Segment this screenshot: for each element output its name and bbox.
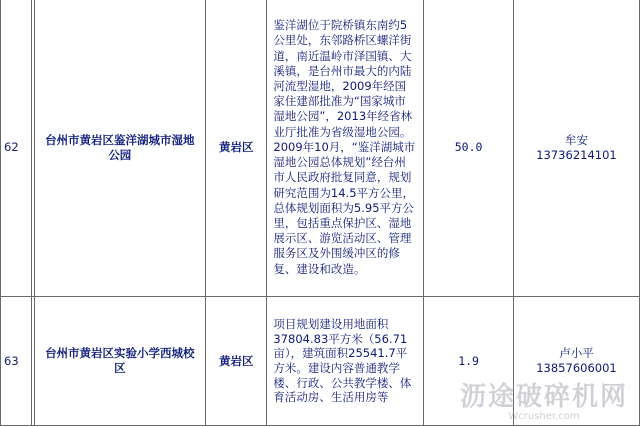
- watermark-title: 沥途破碎机网: [459, 382, 628, 412]
- contact-name: 牟安: [564, 132, 588, 147]
- project-area: 1.9: [424, 297, 514, 426]
- row-number: 63: [1, 297, 32, 426]
- district: 黄岩区: [206, 297, 267, 426]
- contact-cell: [513, 297, 639, 426]
- project-description: 项目规划建设用地面积37804.83平方米（56.71亩），建筑面积25541.7平方米。建设内容普通教学楼、行政、公共教学楼、体育活动房、生活用房等: [267, 297, 424, 426]
- project-description: 鉴洋湖位于院桥镇东南约5公里处，东邻路桥区螺洋街道，南近温岭市泽国镇、大溪镇，是台州市最大的内陆河流型湿地，2009年经国家住建部批准为“国家城市湿地公园”，2013年经省林业厅批准为省级湿地公园。2009年10月，“鉴洋湖城市湿地公园总体规划”经台州市人民政府批复同意，规划研究范围为14.5平方公里，总体规划面积为5.95平方公里，包括重点保护区、湿地展示区、游览活动区、管理服务区及外围缓冲区的修复、建设和改造。: [267, 0, 424, 297]
- project-name: 台州市黄岩区鉴洋湖城市湿地公园: [34, 0, 205, 297]
- table-row: [1, 0, 640, 297]
- district: 黄岩区: [206, 0, 267, 297]
- table-row: [1, 297, 640, 426]
- contact-phone: 13857606001: [536, 361, 617, 375]
- watermark-url: Wcrusher.com: [508, 411, 580, 422]
- contact-phone: 13736214101: [536, 147, 617, 162]
- contact-cell: [513, 0, 639, 297]
- row-number: 62: [1, 0, 32, 297]
- contact-name: 卢小平: [559, 346, 594, 361]
- project-area: 50.0: [424, 0, 514, 297]
- project-name: 台州市黄岩区实验小学西城校区: [34, 297, 205, 426]
